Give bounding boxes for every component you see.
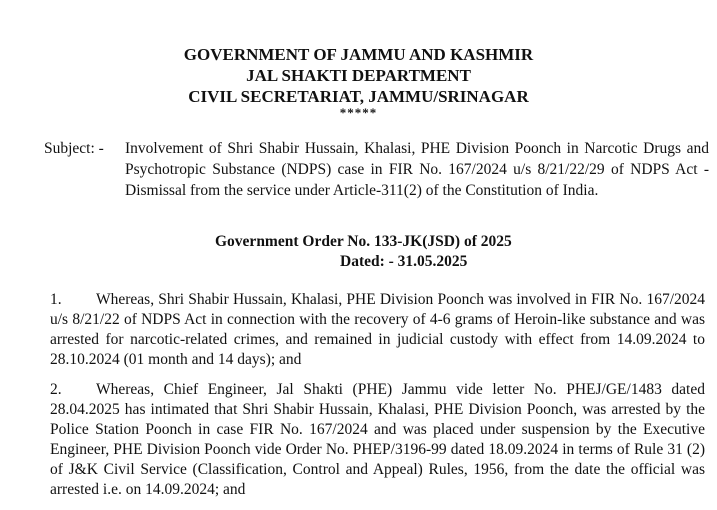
header-separator: ***** <box>339 105 378 120</box>
paragraph-number: 1. <box>50 291 62 308</box>
subject-text: Involvement of Shri Shabir Hussain, Khalasi, PHE Division Poonch in Narcotic Drugs and Psychotropic Substance (NDPS) case in FIR No. 167/2024 u/s 8/21/22/29 of NDPS Act - Dismissal from the service under Article-311(2) of the Constitution of India. <box>125 140 709 199</box>
paragraph-text: Whereas, Shri Shabir Hussain, Khalasi, PHE Division Poonch was involved in FIR No. 167/2024 u/s 8/21/22 of NDPS Act in connection with the recovery of 4-6 grams of Heroin-like substance and was arrested for narcotic-related crimes, and remained in judicial custody with effect from 14.09.2024 to 28.10.2024 (01 month and 14 days); and <box>50 291 705 368</box>
paragraph-number: 2. <box>50 381 62 398</box>
header-secretariat: CIVIL SECRETARIAT, JAMMU/SRINAGAR <box>188 87 529 106</box>
header-department: JAL SHAKTI DEPARTMENT <box>246 66 471 85</box>
header-government: GOVERNMENT OF JAMMU AND KASHMIR <box>183 45 534 64</box>
paragraph-2 <box>50 380 705 500</box>
subject-label: Subject: - <box>44 140 104 157</box>
letterhead <box>0 44 717 119</box>
order-number: Government Order No. 133-JK(JSD) of 2025 <box>215 233 512 250</box>
order-date: Dated: - 31.05.2025 <box>340 253 468 270</box>
paragraph-text: Whereas, Chief Engineer, Jal Shakti (PHE) Jammu vide letter No. PHEJ/GE/1483 dated 28.04.2025 has intimated that Shri Shabir Hussain, Khalasi, PHE Division Poonch, was arrested by the Police Station Poonch in case FIR No. 167/2024 and was placed under suspension by the Executive Engineer, PHE Division Poonch vide Order No. PHEP/3196-99 dated 18.09.2024 in terms of Rule 31 (2) of J&K Civil Service (Classification, Control and Appeal) Rules, 1956, from the date the official was arrested i.e. on 14.09.2024; and <box>50 381 705 498</box>
paragraph-1 <box>50 290 705 370</box>
